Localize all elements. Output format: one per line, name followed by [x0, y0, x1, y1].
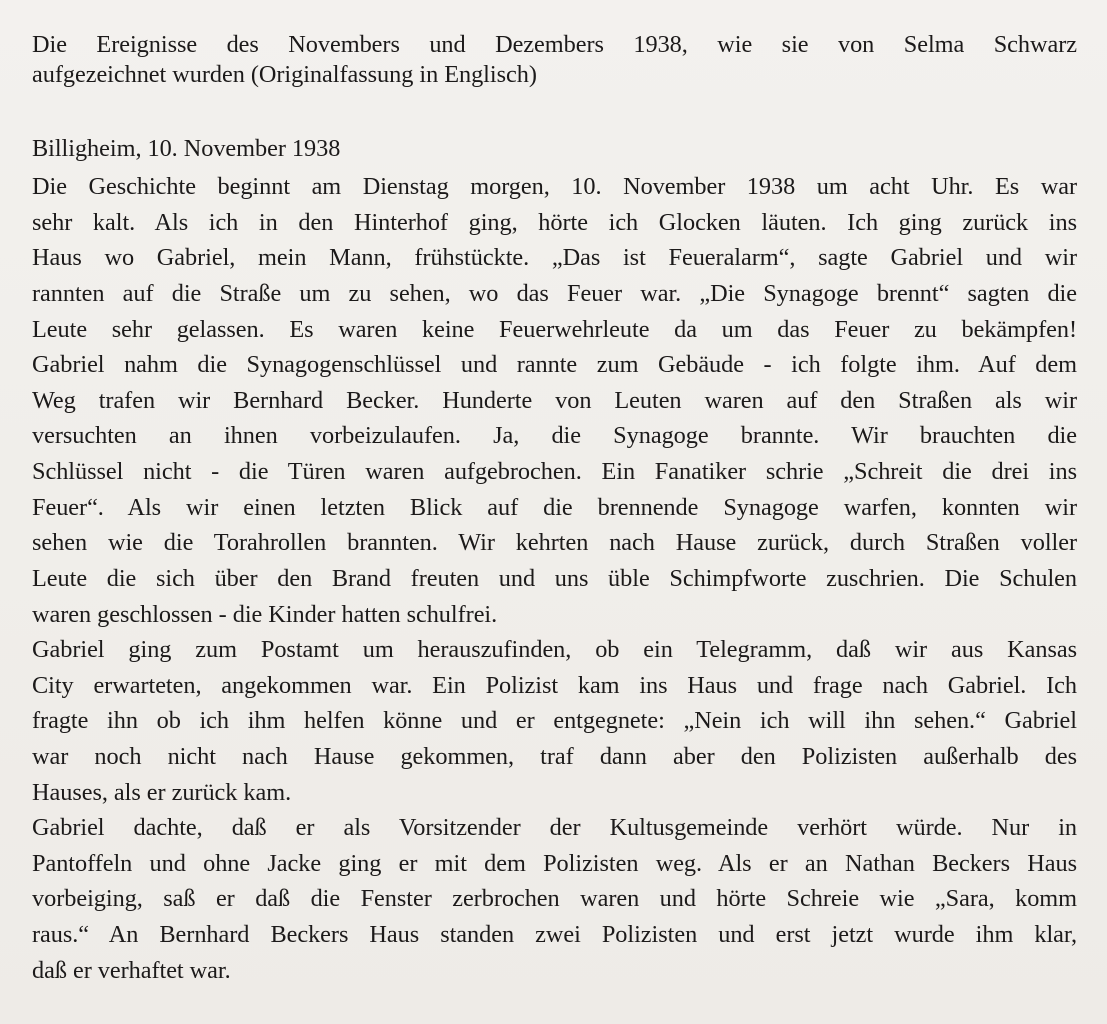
body-line: sehen wie die Torahrollen brannten. Wir kehrten nach Hause zurück, durch Straßen voller: [32, 529, 1077, 556]
body-line: Gabriel nahm die Synagogenschlüssel und rannte zum Gebäude - ich folgte ihm. Auf dem: [32, 351, 1077, 378]
body-line: rannten auf die Straße um zu sehen, wo das Feuer war. „Die Synagoge brennt“ sagten die: [32, 280, 1077, 307]
body-line: Weg trafen wir Bernhard Becker. Hunderte von Leuten waren auf den Straßen als wir: [32, 387, 1077, 414]
body-line: Leute die sich über den Brand freuten und uns üble Schimpfworte zuschrien. Die Schulen: [32, 565, 1077, 592]
body-line: daß er verhaftet war.: [32, 957, 231, 984]
body-line: Die Geschichte beginnt am Dienstag morgen, 10. November 1938 um acht Uhr. Es war: [32, 173, 1077, 200]
body-line: Leute sehr gelassen. Es waren keine Feuerwehrleute da um das Feuer zu bekämpfen!: [32, 316, 1077, 343]
body-line: versuchten an ihnen vorbeizulaufen. Ja, die Synagoge brannte. Wir brauchten die: [32, 422, 1077, 449]
body-line: Gabriel ging zum Postamt um herauszufinden, ob ein Telegramm, daß wir aus Kansas: [32, 636, 1077, 663]
body-line: war noch nicht nach Hause gekommen, traf dann aber den Polizisten außerhalb des: [32, 743, 1077, 770]
body-line: Gabriel dachte, daß er als Vorsitzender der Kultusgemeinde verhört würde. Nur in: [32, 814, 1077, 841]
intro-line: Die Ereignisse des Novembers und Dezembers 1938, wie sie von Selma Schwarz: [32, 31, 1077, 58]
body-line: raus.“ An Bernhard Beckers Haus standen zwei Polizisten und erst jetzt wurde ihm klar,: [32, 921, 1077, 948]
body-line: Pantoffeln und ohne Jacke ging er mit dem Polizisten weg. Als er an Nathan Beckers Haus: [32, 850, 1077, 877]
body-line: fragte ihn ob ich ihm helfen könne und er entgegnete: „Nein ich will ihn sehen.“ Gabriel: [32, 707, 1077, 734]
body-line: Feuer“. Als wir einen letzten Blick auf die brennende Synagoge warfen, konnten wir: [32, 494, 1077, 521]
intro-line: aufgezeichnet wurden (Originalfassung in Englisch): [32, 61, 537, 88]
body-line: Hauses, als er zurück kam.: [32, 779, 292, 806]
body-line: Schlüssel nicht - die Türen waren aufgebrochen. Ein Fanatiker schrie „Schreit die drei ins: [32, 458, 1077, 485]
body-line: sehr kalt. Als ich in den Hinterhof ging, hörte ich Glocken läuten. Ich ging zurück ins: [32, 209, 1077, 236]
body-line: Haus wo Gabriel, mein Mann, frühstückte. „Das ist Feueralarm“, sagte Gabriel und wir: [32, 244, 1077, 271]
section-heading: Billigheim, 10. November 1938: [32, 135, 341, 162]
body-line: waren geschlossen - die Kinder hatten schulfrei.: [32, 601, 498, 628]
body-line: vorbeiging, saß er daß die Fenster zerbrochen waren und hörte Schreie wie „Sara, komm: [32, 885, 1077, 912]
body-line: City erwarteten, angekommen war. Ein Polizist kam ins Haus und frage nach Gabriel. Ich: [32, 672, 1077, 699]
